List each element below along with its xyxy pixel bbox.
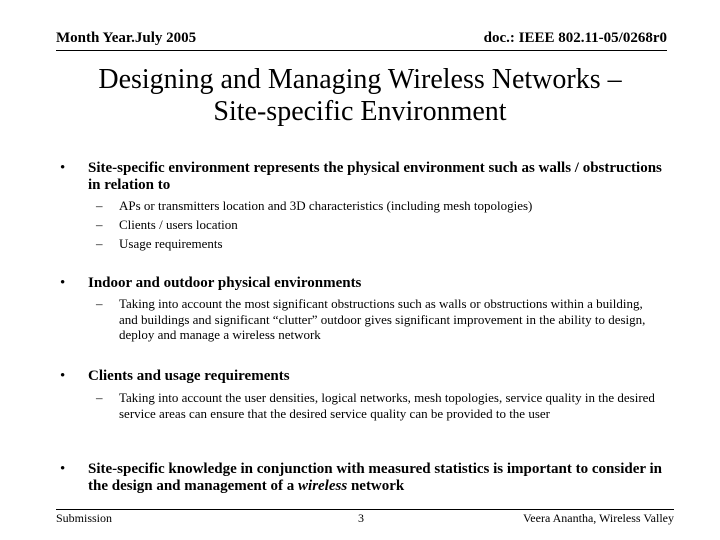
sub-text: Clients / users location xyxy=(119,217,238,232)
bullet-text: Clients and usage requirements xyxy=(88,368,290,384)
bullet-marker: • xyxy=(60,160,66,176)
bullet-text: Indoor and outdoor physical environments xyxy=(88,275,362,291)
footer-right: Veera Anantha, Wireless Valley xyxy=(522,511,674,525)
bullet-text-italic: wireless xyxy=(298,478,348,494)
bullet-text xyxy=(88,461,668,495)
dash-marker: – xyxy=(96,217,103,232)
dash-marker: – xyxy=(96,296,103,311)
dash-marker: – xyxy=(96,390,103,405)
title-line-2: Site-specific Environment xyxy=(213,96,507,127)
header-left: Month Year.July 2005 xyxy=(56,30,197,46)
slide-title xyxy=(40,64,680,128)
title-line-1: Designing and Managing Wireless Networks – xyxy=(98,64,622,95)
dash-marker: – xyxy=(96,198,103,213)
sub-text: Usage requirements xyxy=(119,236,223,251)
footer-left: Submission xyxy=(56,511,113,525)
header-rule xyxy=(56,50,667,51)
sub-text: APs or transmitters location and 3D characteristics (including mesh topologies) xyxy=(119,198,533,213)
bullet-text-part: network xyxy=(347,478,405,494)
sub-text: Taking into account the most significant obstructions such as walls or obstructions within a building, and buildings and significant “clutter” outdoor gives significant improvement in the ability to design, deploy and manage a wireless network xyxy=(119,296,646,342)
bullet-text: Site-specific environment represents the physical environment such as walls / obstructions in relation to xyxy=(88,160,662,193)
page-number: 3 xyxy=(358,511,364,525)
sub-text: Taking into account the user densities, logical networks, mesh topologies, service quality in the desired service areas can ensure that the desired service quality can be provided to the user xyxy=(119,390,655,421)
bullet-marker: • xyxy=(60,275,66,291)
bullet-marker: • xyxy=(60,368,66,384)
footer-rule xyxy=(56,509,674,510)
bullet-text-part: Site-specific knowledge in conjunction with measured statistics is important to consider in the design and management of a xyxy=(88,461,663,494)
header-right: doc.: IEEE 802.11-05/0268r0 xyxy=(483,30,667,46)
bullet-marker: • xyxy=(60,461,66,477)
dash-marker: – xyxy=(96,236,103,251)
